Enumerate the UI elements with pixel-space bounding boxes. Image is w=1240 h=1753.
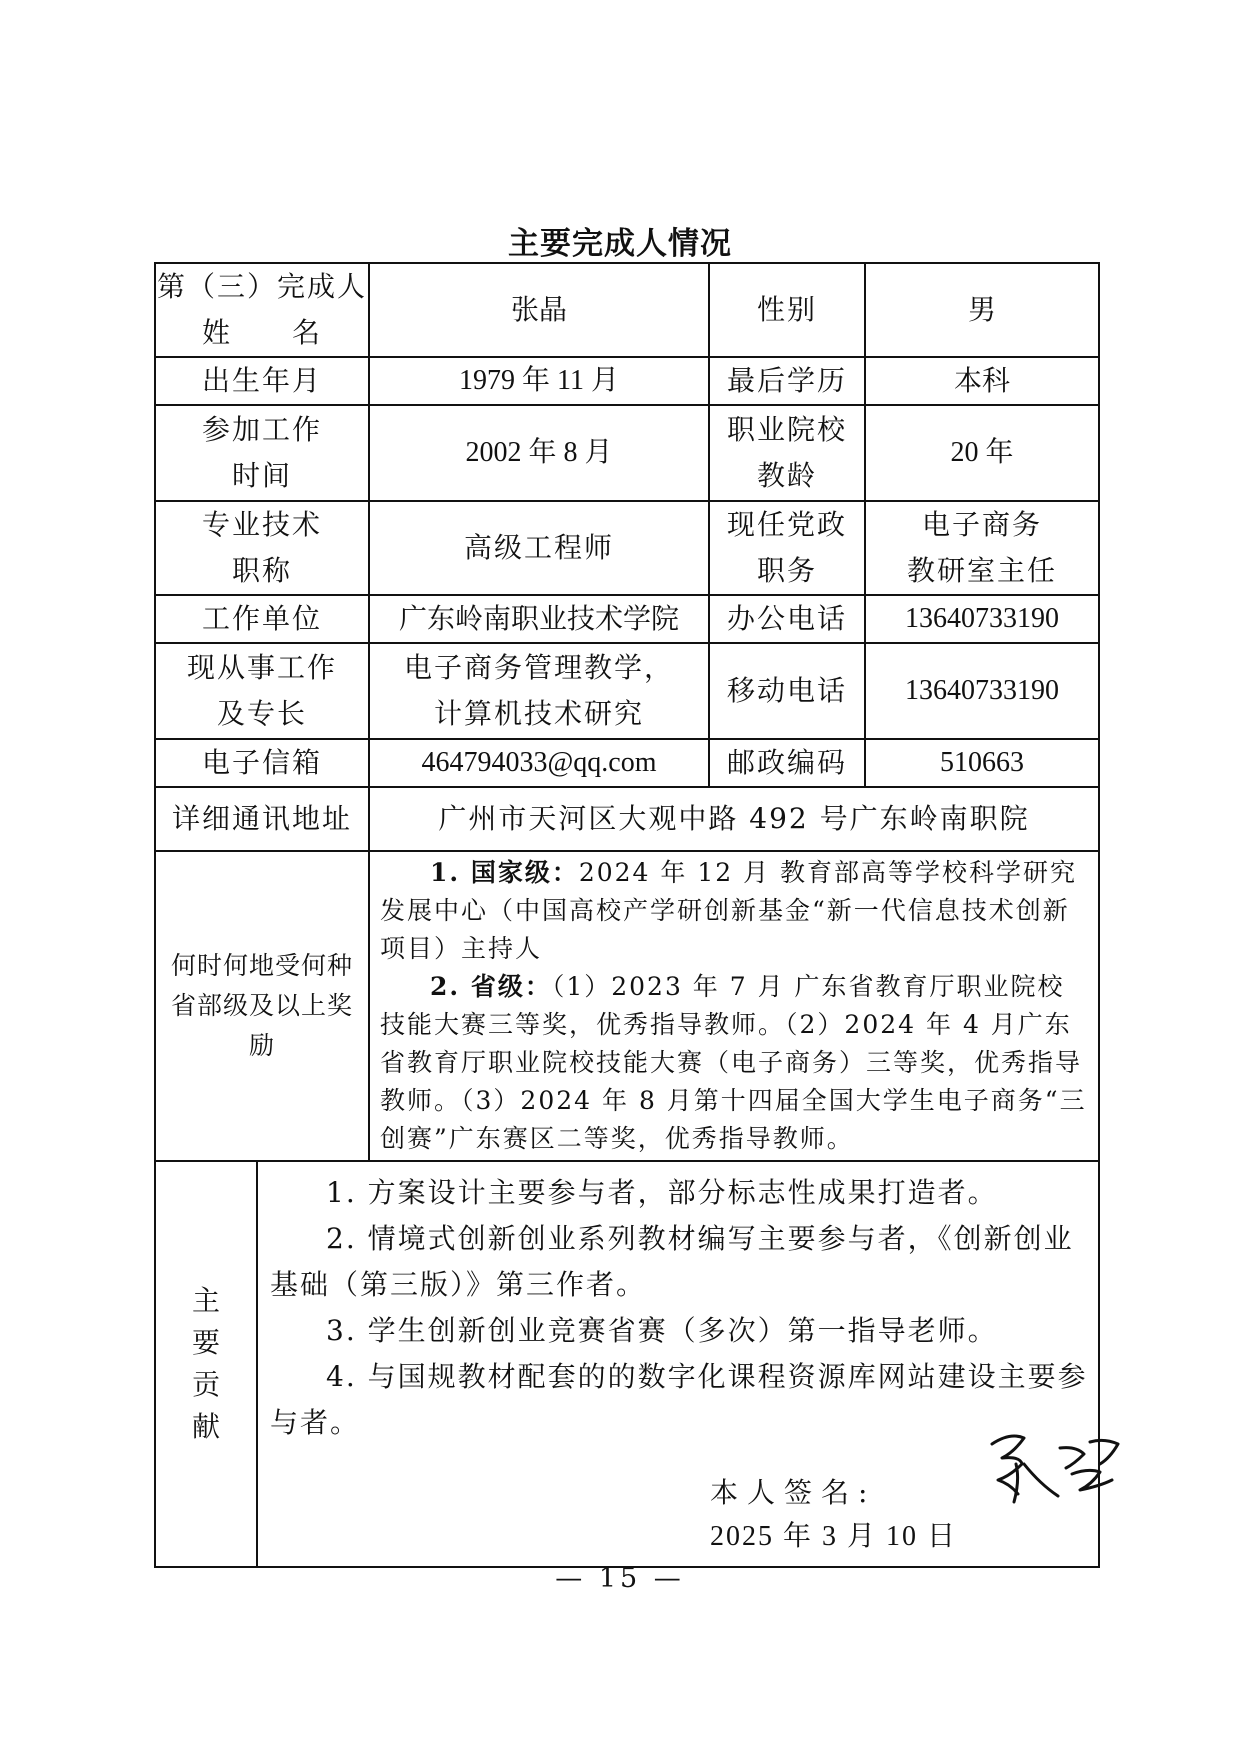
position-label-line2: 职务	[757, 554, 818, 587]
teaching-years-value: 20 年	[865, 405, 1099, 501]
row-employer	[155, 595, 1099, 643]
position-value-line1: 电子商务	[922, 508, 1043, 541]
awards-label-line1: 何时何地受何种	[171, 951, 354, 980]
awards-national	[380, 854, 1088, 968]
awards-provincial-text: （1）2023 年 7 月 广东省教育厅职业院校技能大赛三等奖，优秀指导教师。（2）2024 年 4 月广东省教育厅职业院校技能大赛（电子商务）三等奖，优秀指导教师。（3）2024 年 8 月第十四届全国大学生电子商务“三创赛”广东赛区二等奖，优秀指导教师。	[380, 972, 1087, 1153]
awards-provincial-heading: 2. 省级：	[430, 972, 552, 1001]
signature-date: 2025 年 3 月 10 日	[710, 1521, 958, 1552]
awards-national-heading: 1. 国家级：	[430, 858, 579, 887]
contributions-label-4: 献	[191, 1410, 220, 1443]
name-label	[155, 263, 369, 357]
name-label-line2: 姓 名	[202, 316, 323, 349]
employer-value: 广东岭南职业技术学院	[369, 595, 709, 643]
postcode-label: 邮政编码	[709, 739, 865, 787]
title-label	[155, 501, 369, 595]
awards-national-text: 2024 年 12 月 教育部高等学校科学研究发展中心（中国高校产学研创新基金“新一代信息技术创新项目）主持人	[380, 858, 1078, 963]
contributions-label	[155, 1161, 257, 1567]
name-value: 张晶	[369, 263, 709, 357]
education-value: 本科	[865, 357, 1099, 405]
position-label-line1: 现任党政	[727, 508, 848, 541]
row-contributions	[155, 1161, 1099, 1567]
specialty-label-line1: 现从事工作	[187, 651, 338, 684]
mobile-label: 移动电话	[709, 643, 865, 739]
position-value	[865, 501, 1099, 595]
contribution-item: 4. 与国规教材配套的的数字化课程资源库网站建设主要参与者。	[270, 1360, 1088, 1439]
contributions-label-1: 主	[191, 1284, 220, 1317]
row-work-start	[155, 405, 1099, 501]
completer-info-table	[154, 262, 1100, 1568]
contribution-item: 2. 情境式创新创业系列教材编写主要参与者，《创新创业基础（第三版）》第三作者。	[270, 1222, 1074, 1301]
row-email	[155, 739, 1099, 787]
name-label-line1: 第（三）完成人	[157, 270, 368, 303]
handwritten-signature	[980, 1424, 1130, 1512]
specialty-value	[369, 643, 709, 739]
postcode-value: 510663	[865, 739, 1099, 787]
employer-label: 工作单位	[155, 595, 369, 643]
page-number: — 15 —	[555, 1563, 685, 1594]
work-start-label-line2: 时间	[232, 459, 293, 492]
awards-label	[155, 851, 369, 1161]
work-start-label-line1: 参加工作	[202, 413, 323, 446]
office-phone-value: 13640733190	[865, 595, 1099, 643]
specialty-value-line2: 计算机技术研究	[434, 697, 645, 730]
gender-value: 男	[865, 263, 1099, 357]
title-value: 高级工程师	[369, 501, 709, 595]
mobile-value: 13640733190	[865, 643, 1099, 739]
office-phone-label: 办公电话	[709, 595, 865, 643]
contribution-item: 1. 方案设计主要参与者，部分标志性成果打造者。	[326, 1176, 998, 1209]
signature-block	[270, 1446, 1088, 1566]
signature-label: 本人签名:	[710, 1476, 877, 1509]
specialty-label-line2: 及专长	[217, 697, 308, 730]
work-start-value: 2002 年 8 月	[369, 405, 709, 501]
teaching-years-label-line2: 教龄	[757, 459, 818, 492]
contributions-label-3: 贡	[191, 1368, 220, 1401]
specialty-label	[155, 643, 369, 739]
contribution-item: 3. 学生创新创业竞赛省赛（多次）第一指导老师。	[326, 1314, 998, 1347]
awards-content	[369, 851, 1099, 1161]
row-specialty	[155, 643, 1099, 739]
awards-label-line2: 省部级及以上奖	[171, 991, 354, 1020]
row-birth	[155, 357, 1099, 405]
birth-value: 1979 年 11 月	[369, 357, 709, 405]
row-awards	[155, 851, 1099, 1161]
title-label-line2: 职称	[232, 554, 293, 587]
education-label: 最后学历	[709, 357, 865, 405]
position-value-line2: 教研室主任	[907, 554, 1058, 587]
awards-provincial	[380, 968, 1088, 1158]
contributions-content	[257, 1161, 1099, 1567]
gender-label: 性别	[709, 263, 865, 357]
page-title: 主要完成人情况	[508, 226, 732, 262]
address-label: 详细通讯地址	[155, 787, 369, 851]
email-value: 464794033@qq.com	[369, 739, 709, 787]
contributions-label-2: 要	[191, 1326, 220, 1359]
address-value: 广州市天河区大观中路 492 号广东岭南职院	[369, 787, 1099, 851]
row-title	[155, 501, 1099, 595]
awards-label-line3: 励	[249, 1031, 276, 1060]
work-start-label	[155, 405, 369, 501]
teaching-years-label	[709, 405, 865, 501]
birth-label: 出生年月	[155, 357, 369, 405]
email-label: 电子信箱	[155, 739, 369, 787]
teaching-years-label-line1: 职业院校	[727, 413, 848, 446]
title-label-line1: 专业技术	[202, 508, 323, 541]
position-label	[709, 501, 865, 595]
row-name	[155, 263, 1099, 357]
row-address	[155, 787, 1099, 851]
specialty-value-line1: 电子商务管理教学，	[404, 651, 675, 684]
